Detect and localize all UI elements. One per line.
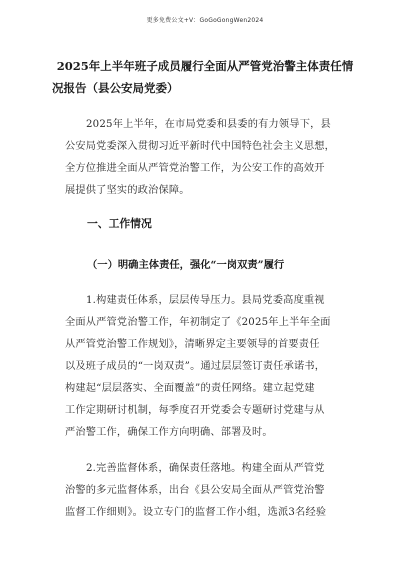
subsection-heading: （一）明确主体责任，强化“一岗双责”履行 xyxy=(87,259,285,271)
item1-line-6: 工作定期研讨机制，每季度召开党委会专题研讨党建与从 xyxy=(65,405,325,416)
intro-line-3: 全方位推进全面从严管党治警工作，为公安工作的高效开 xyxy=(65,163,325,174)
document-title-line-2: 况报告（县公安局党委） xyxy=(52,81,179,95)
section-heading: 一、工作情况 xyxy=(87,217,152,230)
intro-line-1: 2025年上半年，在市局党委和县委的有力领导下，县 xyxy=(86,119,331,130)
item1-line-2: 全面从严管党治警工作，年初制定了《2025年上半年全面 xyxy=(65,317,331,328)
intro-line-4: 展提供了坚实的政治保障。 xyxy=(65,185,190,196)
item1-line-5: 构建起“层层落实、全面覆盖”的责任网络。建立起党建 xyxy=(65,383,315,394)
item2-line-2: 治警的多元监督体系，出台《县公安局全面从严管党治警 xyxy=(65,485,325,496)
item1-line-4: 以及班子成员的“一岗双责”。通过层层签订责任承诺书， xyxy=(65,361,326,372)
item1-line-7: 严治警工作，确保工作方向明确、部署及时。 xyxy=(65,427,273,438)
item2-line-1: 2.完善监督体系，确保责任落地。构建全面从严管党 xyxy=(86,463,325,474)
document-title-line-1: 2025年上半年班子成员履行全面从严管党治警主体责任情 xyxy=(56,59,354,73)
header-note: 更多免费公文+V：GoGoGongWen2024 xyxy=(146,17,264,24)
item2-line-3: 监督工作细则》。设立专门的监督工作小组，选派3名经验 xyxy=(65,507,327,518)
item1-line-1: 1.构建责任体系，层层传导压力。县局党委高度重视 xyxy=(86,295,325,306)
intro-line-2: 公安局党委深入贯彻习近平新时代中国特色社会主义思想， xyxy=(65,141,336,152)
item1-line-3: 从严管党治警工作规划》，清晰界定主要领导的首要责任 xyxy=(65,339,320,350)
